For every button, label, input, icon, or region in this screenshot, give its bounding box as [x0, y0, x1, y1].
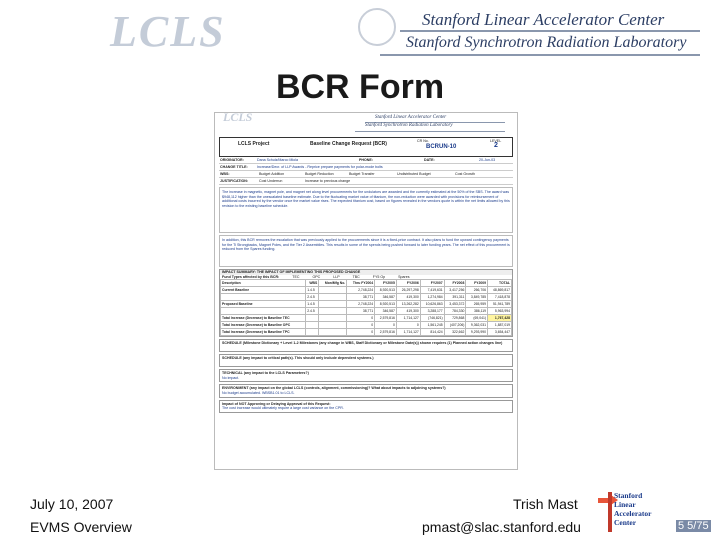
fund-type-fy5op: FY5 Op: [372, 274, 386, 279]
checkbox-budget-addition: Budget Addition: [259, 171, 285, 176]
table-cell: Total Increase (Decrease) to Baseline OPC: [221, 322, 306, 329]
lab-name-line1: Stanford Linear Accelerator Center: [422, 10, 665, 29]
slide-banner: [0, 0, 720, 62]
table-cell: 8,920,513: [375, 301, 397, 308]
table-cell: [221, 308, 306, 315]
slac-logo: [608, 492, 668, 534]
form-section-text: No budget accumulated. WBSB1.01 to LCLS.: [222, 390, 295, 395]
change-title-label: CHANGE TITLE:: [220, 164, 248, 169]
cr-number: BCRUN-10: [426, 144, 457, 150]
footer-date: July 10, 2007: [30, 496, 114, 512]
table-cell: 346,587: [375, 308, 397, 315]
table-cell: 266,706: [466, 287, 488, 294]
date-value: 20-Jun-03: [479, 157, 496, 162]
table-cell: 814,424: [420, 329, 444, 336]
date-label: DATE:: [424, 157, 435, 162]
table-cell: 419,300: [396, 308, 420, 315]
table-cell: 1,561,245: [420, 322, 444, 329]
form-section-box: [219, 369, 513, 382]
table-cell: 2,748,224: [347, 301, 375, 308]
originator-value: Dana Schulz/Marco Miola: [257, 157, 298, 162]
impact-table: [220, 279, 512, 336]
footer-email: pmast@slac.stanford.edu: [422, 519, 581, 535]
table-cell: [319, 301, 347, 308]
slac-logo-line: Accelerator: [614, 509, 652, 518]
justification-row: [219, 178, 513, 185]
form-banner: [215, 113, 517, 137]
table-cell: [319, 322, 347, 329]
table-cell: Proposed Baseline: [221, 301, 306, 308]
fund-types-label: Fund Types affected by this BCR:: [222, 274, 280, 279]
table-cell: [319, 287, 347, 294]
table-cell: 26,297,298: [396, 287, 420, 294]
lab-name-line2: Stanford Synchrotron Radiation Laboratory: [406, 34, 687, 51]
table-header-cell: FY2006: [396, 280, 420, 287]
table-cell: 48,869,817: [488, 287, 512, 294]
table-cell: 1.4.5: [306, 287, 319, 294]
table-cell: 1,274,984: [420, 294, 444, 301]
table-cell: 322,662: [444, 329, 466, 336]
table-header-cell: FY2008: [444, 280, 466, 287]
table-row: [221, 308, 512, 315]
phone-label: PHONE:: [359, 157, 373, 162]
table-cell: 1.4.5: [306, 301, 319, 308]
table-cell: 38,771: [347, 308, 375, 315]
table-cell: [319, 294, 347, 301]
table-cell: 0: [396, 322, 420, 329]
table-cell: 419,300: [396, 294, 420, 301]
table-cell: 265,959: [466, 301, 488, 308]
checkbox-cost-growth: Cost Growth: [455, 171, 475, 176]
table-cell: 3,453,372: [444, 301, 466, 308]
table-cell: 346,587: [375, 294, 397, 301]
table-cell: 10,626,863: [420, 301, 444, 308]
table-cell: 3,849,785: [466, 294, 488, 301]
impact-summary: [219, 269, 513, 337]
form-section-box: [219, 339, 513, 352]
table-cell: (69,041): [466, 315, 488, 322]
page-number: 5 5/75: [678, 520, 709, 532]
table-header-cell: FY2007: [420, 280, 444, 287]
form-banner-divider: [355, 131, 505, 132]
checkbox-increase-previous: Increase to previous change: [305, 178, 351, 183]
form-section-box: [219, 400, 513, 413]
table-cell: 9,293,990: [466, 329, 488, 336]
originator-label: ORIGINATOR:: [220, 157, 244, 162]
form-section-heading: SCHEDULE (Milestone Dictionary + Level 1-2 Milestones (any change in WBS, Staff Dictionary or Milestone Date(s)) shown requires (1) Planned action changes line): [222, 341, 503, 346]
table-cell: Current Baseline: [221, 287, 306, 294]
table-cell: 7,419,631: [420, 287, 444, 294]
table-row: [221, 315, 512, 322]
level-label: LEVEL: [490, 139, 502, 143]
cr-label: CR No.: [417, 139, 429, 143]
table-cell: 9,362,031: [466, 322, 488, 329]
wbs-row: [219, 171, 513, 178]
table-header-cell: Thru FY2004: [347, 280, 375, 287]
form-section-heading: Impact of NOT Approving or Delaying Approval of this Request:: [222, 401, 331, 406]
slac-logo-line: Center: [614, 518, 637, 527]
table-row: [221, 301, 512, 308]
table-cell: 0: [347, 329, 375, 336]
table-cell: 7,418,878: [488, 294, 512, 301]
form-section-text: No impact.: [222, 375, 240, 380]
table-cell: 1,714,127: [396, 329, 420, 336]
checkbox-cost-underrun: Cost Underrun: [259, 178, 283, 183]
justification-label: JUSTIFICATION:: [220, 178, 249, 183]
checkbox-budget-transfer: Budget Transfer: [349, 171, 375, 176]
table-header-row: [221, 280, 512, 287]
table-row: [221, 287, 512, 294]
level-number: 2: [494, 142, 498, 149]
form-section-text: The cost increase would ultimately require a large cost variance on the CPR.: [222, 406, 344, 411]
table-row: [221, 329, 512, 336]
lcls-logo: LCLS: [110, 7, 226, 56]
fund-type-spares: Spares: [398, 274, 410, 279]
table-cell: 3,288,177: [420, 308, 444, 315]
table-cell: 386,119: [466, 308, 488, 315]
form-lab-line1: Stanford Linear Accelerator Center: [375, 115, 447, 120]
table-cell: 2,748,224: [347, 287, 375, 294]
table-cell: [319, 308, 347, 315]
form-section-box: [219, 384, 513, 397]
footer-presenter: Trish Mast: [513, 496, 578, 512]
fund-type-tbc: TBC: [352, 274, 360, 279]
fund-type-llp: LLP: [333, 274, 340, 279]
form-titlebar: [219, 137, 513, 157]
slac-logo-bar: [608, 492, 612, 532]
table-cell: [306, 315, 319, 322]
slac-logo-line: Linear: [614, 500, 636, 509]
table-cell: 2,579,816: [375, 315, 397, 322]
table-cell: 1,887,019: [488, 322, 512, 329]
banner-divider: [380, 54, 700, 56]
form-section-box: [219, 354, 513, 367]
table-cell: 0: [347, 322, 375, 329]
table-cell: 784,330: [444, 308, 466, 315]
table-cell: 13,262,282: [396, 301, 420, 308]
form-lab-line2: Stanford Synchrotron Radiation Laboratory: [365, 123, 453, 128]
change-title-value: Increase/Decr. of LLP Awards - Reprice prepare payments for polar-mode bolts: [257, 164, 383, 169]
table-header-cell: TOTAL: [488, 280, 512, 287]
table-header-cell: WBS: [306, 280, 319, 287]
fund-type-tec: TEC: [292, 274, 300, 279]
form-project: LCLS Project: [238, 141, 270, 147]
table-cell: [306, 322, 319, 329]
banner-divider: [400, 30, 700, 32]
table-cell: 3,654,447: [488, 329, 512, 336]
table-cell: 0: [375, 322, 397, 329]
fund-type-opc: OPC: [312, 274, 321, 279]
table-header-cell: FY2005: [375, 280, 397, 287]
footer-presentation: EVMS Overview: [30, 519, 132, 535]
wbs-label: WBS:: [220, 171, 230, 176]
impact-header: IMPACT SUMMARY: THE IMPACT OF IMPLEMENTING THIS PROPOSED CHANGE: [220, 270, 512, 275]
table-cell: [319, 329, 347, 336]
slac-logo-line: Stanford: [614, 491, 643, 500]
table-header-cell: Mon/Mfg No.: [319, 280, 347, 287]
change-title-row: [219, 164, 513, 171]
table-cell: 729,868: [444, 315, 466, 322]
table-row: [221, 294, 512, 301]
table-cell: [221, 294, 306, 301]
form-lcls-logo: LCLS: [223, 112, 253, 124]
description-text: The increase in magnetic, magnet pole, and magnet net along level procurements for the undulators are awarded and the currently estimated at the 50% of the SBS. The award was $948,112 higher than the unescalated baseline estimate. Due to the fluctuating market value of titanium, the non-reduction were awarded with provisions for reimbursement of additional costs incurred by the vendor once the market value rises. The expected titanium cost, based on figures revealed in the vendors quote is within the net limits allowed by this revision to the existing baseline schedule.: [219, 187, 513, 233]
table-cell: (407,206): [444, 322, 466, 329]
table-cell: 2.4.5: [306, 308, 319, 315]
table-cell: (746,821): [420, 315, 444, 322]
table-cell: 51,941,789: [488, 301, 512, 308]
form-section-heading: ENVIRONMENT (any impact on the global LCLS (controls, alignment, commissioning)? What about impacts to adjoining systems?): [222, 386, 446, 391]
table-cell: Total Increase (Decrease) to Baseline TPC: [221, 329, 306, 336]
table-cell: Total Increase (Decrease) to Baseline TEC: [221, 315, 306, 322]
form-section-heading: TECHNICAL (any impact to the LCLS Parameters?): [222, 371, 309, 376]
table-cell: 3,417,256: [444, 287, 466, 294]
table-cell: 2,579,816: [375, 329, 397, 336]
table-header-cell: Description: [221, 280, 306, 287]
reasoning-text: In addition, this BCR removes the escalation that was previously applied to the procurements since it is a fixed-price contract. It also plans to fund the upward contingency payments for the Ti Strongbacks, Magnet Poles, and the Tier 2 Assemblies. This results in some of the spends being pushed forward to later funding years. The net effect of this procurement is reduced from the Spares funding.: [219, 235, 513, 267]
table-header-cell: FY2009: [466, 280, 488, 287]
table-cell: 5,963,994: [488, 308, 512, 315]
bcr-form-image: [214, 112, 518, 470]
seal-icon: [358, 8, 396, 46]
table-cell: 0: [347, 315, 375, 322]
table-cell: 1,767,428: [488, 315, 512, 322]
checkbox-undistributed: Undistributed Budget: [397, 171, 431, 176]
table-cell: [306, 329, 319, 336]
form-doc-title: Baseline Change Request (BCR): [310, 141, 387, 147]
table-cell: 1,714,127: [396, 315, 420, 322]
table-cell: 391,311: [444, 294, 466, 301]
table-row: [221, 322, 512, 329]
table-cell: 2.4.5: [306, 294, 319, 301]
checkbox-budget-reduction: Budget Reduction: [305, 171, 334, 176]
table-cell: 38,771: [347, 294, 375, 301]
form-section-heading: SCHEDULE (any impact to critical path(s). This should only include dependent systems.): [222, 356, 374, 361]
table-cell: [319, 315, 347, 322]
originator-row: [219, 157, 513, 164]
slide-title: BCR Form: [275, 68, 445, 106]
table-cell: 8,920,513: [375, 287, 397, 294]
